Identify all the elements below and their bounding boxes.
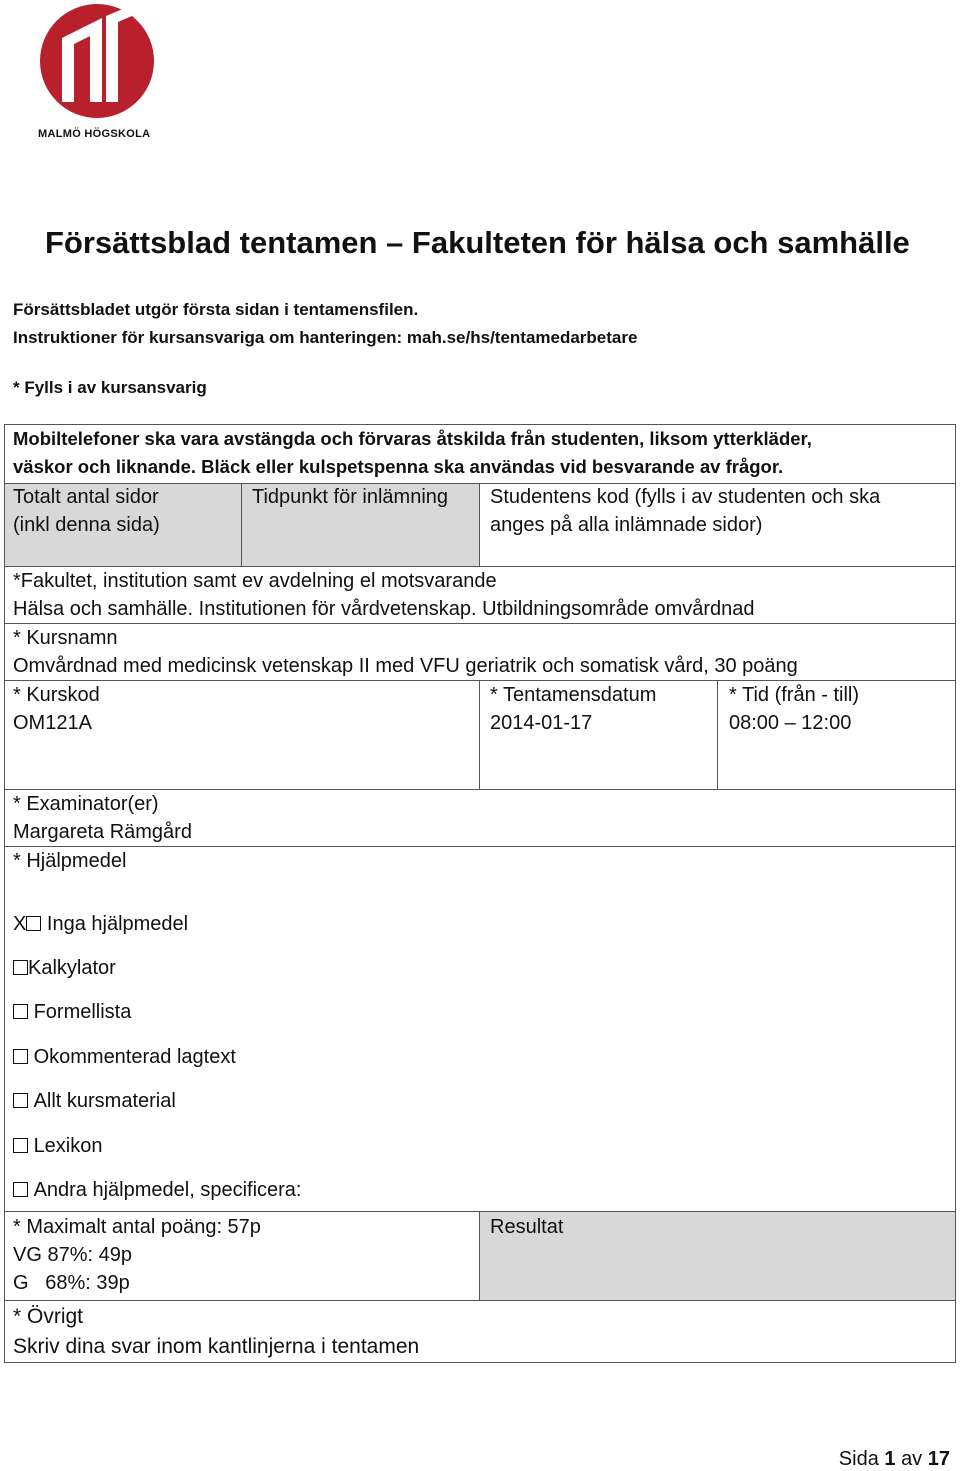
other-label: * Övrigt — [13, 1305, 84, 1328]
logo-emblem — [40, 4, 154, 118]
malmo-hogskola-logo — [38, 4, 156, 142]
exam-time-value: 08:00 – 12:00 — [729, 712, 852, 734]
current-page: 1 — [884, 1448, 896, 1470]
logo-emblem-mark — [40, 4, 154, 118]
aids-label: * Hjälpmedel — [13, 850, 127, 872]
aid-option-calculator[interactable] — [13, 954, 116, 982]
warning-line-1: Mobiltelefoner ska vara avstängda och förvaras åtskilda från studenten, liksom ytterkläder, — [13, 428, 812, 449]
aid-option-course-material[interactable] — [13, 1087, 176, 1115]
max-points: * Maximalt antal poäng: 57p — [13, 1216, 261, 1238]
examiner-label: * Examinator(er) — [13, 793, 159, 815]
total-pages-label-2: (inkl denna sida) — [13, 514, 160, 536]
intro-line-2: Instruktioner för kursansvariga om hanteringen: mah.se/hs/tentamedarbetare — [13, 328, 638, 347]
result-label: Resultat — [490, 1216, 564, 1238]
intro-line-1: Försättsbladet utgör första sidan i tentamensfilen. — [13, 300, 419, 319]
course-code-value: OM121A — [13, 712, 92, 734]
page-title: Försättsblad tentamen – Fakulteten för hälsa och samhälle — [45, 225, 910, 260]
checkbox-icon[interactable] — [26, 916, 41, 931]
checkbox-icon[interactable] — [13, 1182, 28, 1197]
aid-checked-mark: X — [13, 913, 27, 935]
checkbox-icon[interactable] — [13, 960, 28, 975]
vg-threshold: VG 87%: 49p — [13, 1244, 132, 1266]
checkbox-icon[interactable] — [13, 1093, 28, 1108]
student-code-label-1: Studentens kod (fylls i av studenten och ska — [490, 486, 881, 508]
faculty-value: Hälsa och samhälle. Institutionen för vårdvetenskap. Utbildningsområde omvårdnad — [13, 598, 755, 620]
exam-time-label: * Tid (från - till) — [729, 684, 860, 706]
aids-cell — [4, 846, 956, 1212]
checkbox-icon[interactable] — [13, 1049, 28, 1064]
aid-option-label: Kalkylator — [28, 957, 116, 979]
course-code-label: * Kurskod — [13, 684, 100, 706]
aid-option-label: Formellista — [33, 1001, 132, 1023]
checkbox-icon[interactable] — [13, 1004, 28, 1019]
aid-option-label: Allt kursmaterial — [33, 1090, 176, 1112]
course-name-label: * Kursnamn — [13, 627, 118, 649]
aid-option-law-text[interactable] — [13, 1043, 236, 1071]
submit-time-label: Tidpunkt för inlämning — [252, 486, 449, 508]
exam-date-label: * Tentamensdatum — [490, 684, 657, 706]
aid-option-none[interactable] — [13, 910, 188, 938]
other-value: Skriv dina svar inom kantlinjerna i tentamen — [13, 1335, 420, 1358]
exam-date-value: 2014-01-17 — [490, 712, 593, 734]
aid-option-label: Lexikon — [33, 1135, 103, 1157]
logo-wordmark: MALMÖ HÖGSKOLA — [38, 128, 151, 140]
aid-option-label: Andra hjälpmedel, specificera: — [33, 1179, 302, 1201]
page-prefix: Sida — [838, 1448, 879, 1470]
total-pages: 17 — [927, 1448, 950, 1470]
aid-option-lexicon[interactable] — [13, 1132, 103, 1160]
aid-option-label: Inga hjälpmedel — [46, 913, 189, 935]
warning-line-2: väskor och liknande. Bläck eller kulspetspenna ska användas vid besvarande av frågor. — [13, 456, 784, 477]
course-name-value: Omvårdnad med medicinsk vetenskap II med VFU geriatrik och somatisk vård, 30 poäng — [13, 655, 798, 677]
aid-option-formula-list[interactable] — [13, 998, 131, 1026]
examiner-value: Margareta Rämgård — [13, 821, 192, 843]
student-code-label-2: anges på alla inlämnade sidor) — [490, 514, 763, 536]
faculty-label: *Fakultet, institution samt ev avdelning el motsvarande — [13, 570, 497, 592]
g-threshold: G 68%: 39p — [13, 1272, 130, 1294]
page-of: av — [901, 1448, 923, 1470]
aid-option-other[interactable] — [13, 1176, 301, 1204]
fill-note: * Fylls i av kursansvarig — [13, 378, 207, 397]
total-pages-label-1: Totalt antal sidor — [13, 486, 159, 508]
checkbox-icon[interactable] — [13, 1138, 28, 1153]
aid-option-label: Okommenterad lagtext — [33, 1046, 236, 1068]
